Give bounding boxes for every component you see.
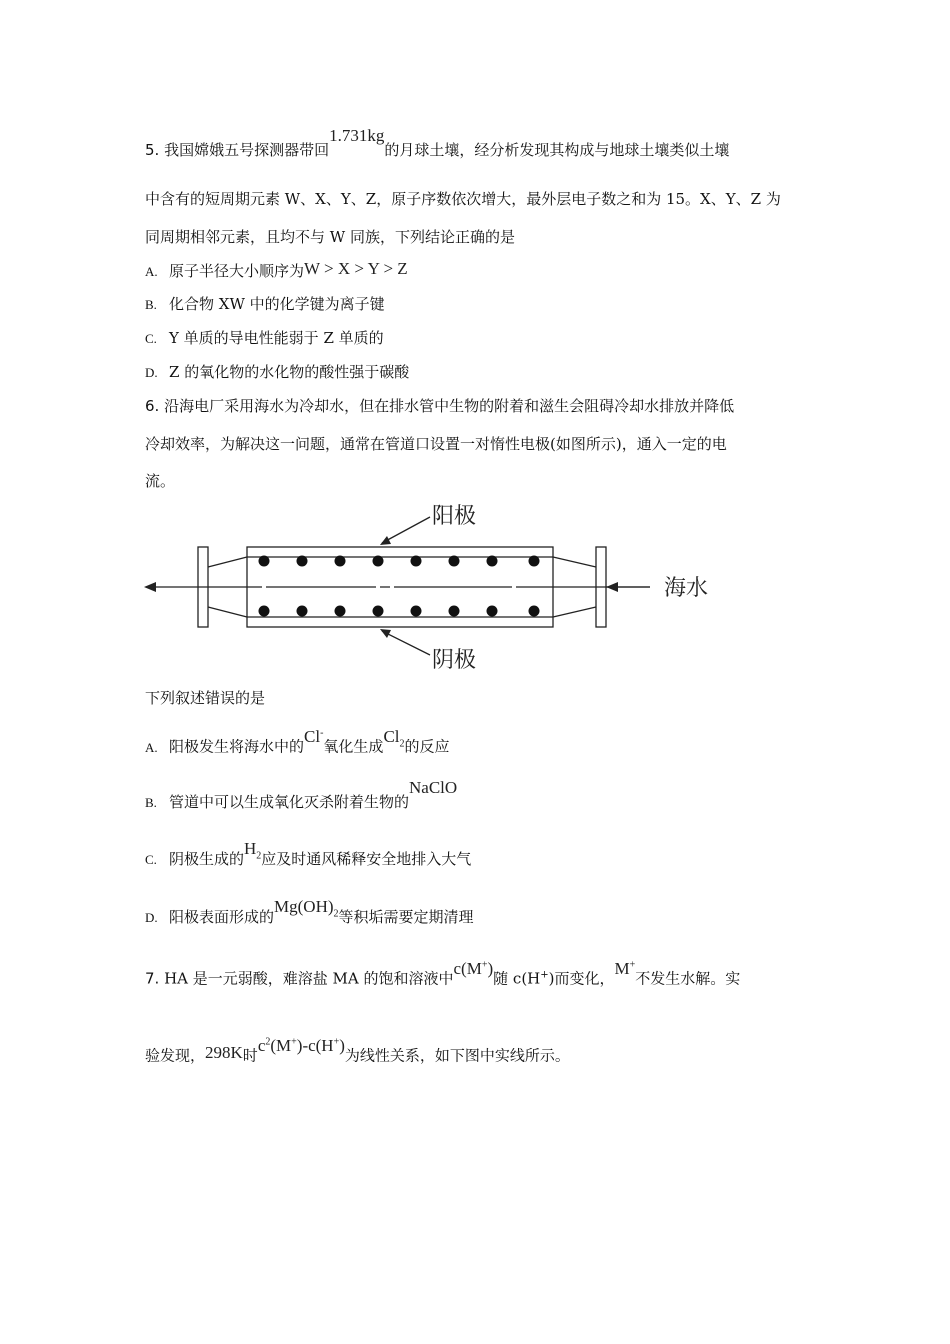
- option-letter: A.: [145, 264, 158, 279]
- q6-line3: 流。: [145, 472, 176, 490]
- electrode-dot: [529, 606, 540, 617]
- electrode-dot: [373, 556, 384, 567]
- seawater-label: 海水: [664, 576, 709, 601]
- cathode-arrowhead-icon: [380, 629, 391, 638]
- chloride-ion: Cl-: [304, 726, 324, 746]
- metal-ion-concentration: c(M+): [453, 958, 494, 978]
- cathode-leader: [382, 631, 430, 655]
- option-letter: C.: [145, 331, 157, 346]
- anode-label: 阳极: [432, 504, 477, 529]
- temperature: 298K: [205, 1042, 243, 1062]
- sodium-hypochlorite: NaClO: [409, 778, 458, 797]
- q7-number: 7.: [145, 969, 160, 988]
- option-text: 阳极发生将海水中的: [169, 737, 305, 756]
- q7-text-pre: HA 是一元弱酸，难溶盐 MA 的饱和溶液中: [164, 969, 454, 988]
- q7-text2-post: 为线性关系，如下图中实线所示。: [344, 1046, 570, 1065]
- cathode-label: 阴极: [432, 648, 477, 673]
- electrode-dot: [449, 606, 460, 617]
- inflow-arrowhead-icon: [606, 582, 618, 592]
- q7-text2-mid: 时: [242, 1046, 258, 1065]
- electrode-dot: [297, 606, 308, 617]
- option-letter: B.: [145, 297, 157, 312]
- q6-prompt: 下列叙述错误的是: [145, 689, 266, 707]
- electrode-dot: [335, 556, 346, 567]
- option-letter: A.: [145, 739, 158, 755]
- option-text: 阳极表面形成的: [169, 908, 275, 926]
- q6-line1: [145, 396, 734, 416]
- q7-line2: [145, 1035, 570, 1066]
- q5-text-post: 的月球土壤，经分析发现其构成与地球土壤类似土壤: [384, 141, 730, 159]
- electrode-dot: [373, 606, 384, 617]
- electrode-dot: [449, 556, 460, 567]
- outflow-arrowhead-icon: [144, 582, 156, 592]
- electrode-dot: [259, 606, 270, 617]
- option-letter: D.: [145, 910, 158, 925]
- option-text: 化合物 XW 中的化学键为离子键: [169, 295, 385, 313]
- option-text: Z 的氧化物的水化物的酸性强于碳酸: [169, 363, 410, 381]
- q6-number: 6.: [145, 397, 160, 415]
- option-text: 原子半径大小顺序为: [169, 262, 305, 280]
- q5-mass: 1.731kg: [329, 126, 385, 145]
- anode-arrowhead-icon: [380, 536, 391, 545]
- option-text: Y 单质的导电性能弱于 Z 单质的: [169, 329, 384, 347]
- q6-line2: 冷却效率，为解决这一问题，通常在管道口设置一对惰性电极(如图所示)，通入一定的电: [145, 435, 727, 453]
- cathode-electrodes: [259, 606, 540, 617]
- q5-option-d: [145, 362, 409, 383]
- q6-text: 沿海电厂采用海水为冷却水，但在排水管中生物的附着和滋生会阻碍冷却水排放并降低: [164, 397, 735, 415]
- option-letter: B.: [145, 795, 157, 810]
- anode-leader: [382, 517, 430, 543]
- electrode-dot: [411, 556, 422, 567]
- q6-option-a: [145, 726, 450, 764]
- electrode-dot: [335, 606, 346, 617]
- electrode-dot: [487, 556, 498, 567]
- q5-line2: 中含有的短周期元素 W、X、Y、Z，原子序数依次增大，最外层电子数之和为 15。X、Y、Z 为: [145, 190, 781, 208]
- q7-text2-pre: 验发现，: [145, 1046, 206, 1065]
- chlorine-gas: $Cl_2$: [383, 726, 405, 750]
- option-text-post: 等积垢需要定期清理: [338, 908, 474, 926]
- electrode-dot: [259, 556, 270, 567]
- option-text-post: 应及时通风稀释安全地排入大气: [261, 850, 472, 868]
- q5-line1: [145, 126, 730, 160]
- electrode-dot: [411, 606, 422, 617]
- q6-option-d: [145, 897, 474, 934]
- option-text: 阴极生成的: [169, 850, 245, 868]
- pipe-diagram: [140, 495, 740, 675]
- magnesium-hydroxide: $Mg(OH)_2$: [274, 897, 339, 920]
- q5-option-a: [145, 261, 408, 282]
- q5-option-c: [145, 328, 384, 349]
- hydrogen-gas: $H_2$: [244, 839, 262, 862]
- option-letter: D.: [145, 365, 158, 380]
- option-math: W > X > Y > Z: [304, 259, 408, 278]
- electrode-dot: [529, 556, 540, 567]
- q7-text-post: 不发生水解。实: [635, 969, 741, 988]
- q5-line3: 同周期相邻元素，且均不与 W 同族，下列结论正确的是: [145, 228, 515, 246]
- q7-line1: 7. HA 是一元弱酸，难溶盐 MA 的饱和溶液中c(M+)随 c(H+)而变化，M+不发生水解。实: [145, 958, 741, 988]
- option-text-mid: 氧化生成: [323, 737, 384, 756]
- linear-relation-formula: $c^2(M^+)-c(H^+)$: [257, 1035, 345, 1055]
- electrode-dot: [297, 556, 308, 567]
- q5-option-b: [145, 294, 385, 315]
- option-text: 管道中可以生成氧化灭杀附着生物的: [169, 793, 410, 811]
- q6-option-c: [145, 839, 472, 876]
- q6-option-b: [145, 778, 458, 813]
- q5-text-pre: 我国嫦娥五号探测器带回: [164, 141, 330, 159]
- option-text-post: 的反应: [404, 737, 450, 756]
- electrolysis-pipe-figure: [140, 495, 740, 675]
- metal-ion: M+: [614, 958, 636, 978]
- option-letter: C.: [145, 852, 157, 867]
- q5-number: 5.: [145, 141, 160, 159]
- electrode-dot: [487, 606, 498, 617]
- q7-text-mid: 随 c(H: [493, 969, 541, 988]
